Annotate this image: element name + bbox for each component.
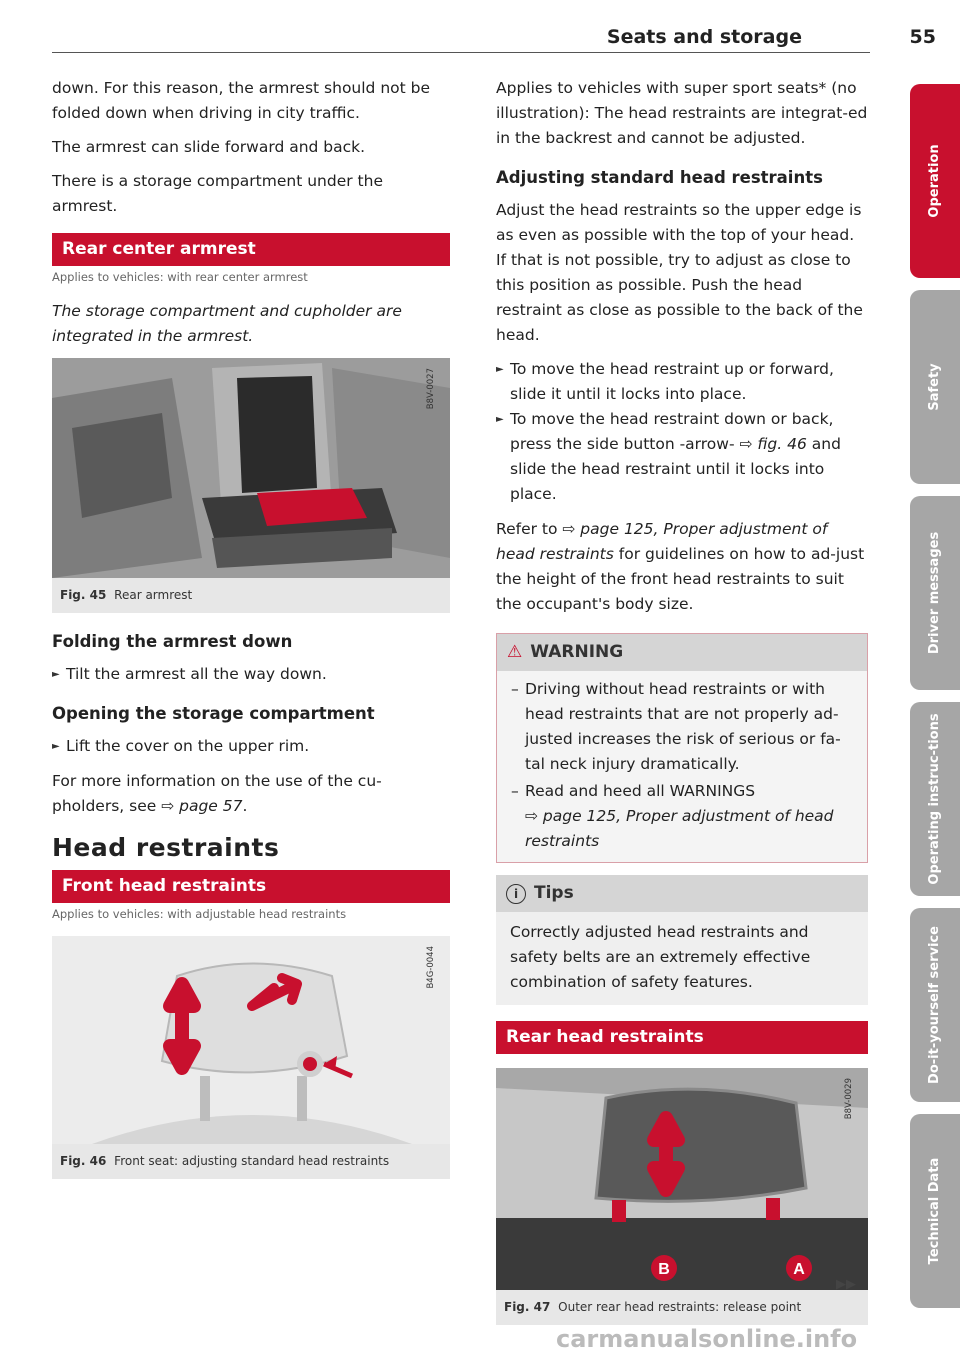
rear-head-restraints-heading: Rear head restraints <box>496 1021 868 1054</box>
rear-head-restraint-illustration <box>496 1068 868 1290</box>
tips-box <box>496 875 868 1005</box>
figure-caption-text: Front seat: adjusting standard head restraints <box>114 1154 390 1168</box>
rear-head-restraint-image <box>496 1068 868 1290</box>
right-column <box>496 76 868 1341</box>
warning-item <box>511 779 855 854</box>
opening-heading: Opening the storage compartment <box>52 704 375 723</box>
paragraph: Adjust the head restraints so the upper edge is as even as possible with the top of your head. If that is not possible, try to adjust as close to this position as possible. Push the head restraint as close as possible to the back of the head. <box>496 201 863 344</box>
instruction-step: ► Lift the cover on the upper rim. <box>52 734 450 759</box>
refer-paragraph <box>496 517 868 617</box>
refer-text-end: for guidelines on how to ad-just the height of the front head restraints to suit the occupant's body size. <box>496 545 865 613</box>
warning-box <box>496 633 868 863</box>
figure-caption <box>52 578 450 613</box>
paragraph: Applies to vehicles with super sport seats* (no illustration): The head restraints are integrat-ed in the backrest and cannot be adjusted. <box>496 79 868 147</box>
warning-item-text: Read and heed all WARNINGS <box>525 782 756 800</box>
head-restraint-image <box>52 936 450 1144</box>
continue-arrow-icon: ▶▶ <box>836 1277 856 1292</box>
folding-heading: Folding the armrest down <box>52 632 293 651</box>
figure-45 <box>52 358 450 613</box>
warning-item: – Driving without head restraints or with head restraints that are not properly ad-justed increases the risk of serious or fa-tal neck injury dramatically. <box>511 677 855 777</box>
tab-safety[interactable]: Safety <box>910 290 960 484</box>
tips-title: Tips <box>534 883 574 903</box>
instruction-step: ► Tilt the armrest all the way down. <box>52 662 450 687</box>
figure-code: B4G-0044 <box>426 946 436 989</box>
watermark: carmanualsonline.info <box>556 1325 858 1353</box>
tips-header <box>496 875 868 912</box>
instruction-step: ► To move the head restraint up or forward, slide it until it locks into place. <box>496 357 868 407</box>
front-head-restraints-heading: Front head restraints <box>52 870 450 903</box>
paragraph: The armrest can slide forward and back. <box>52 138 366 156</box>
page-125-link[interactable]: ⇨ page 125, Proper adjustment of head restraints <box>496 520 828 563</box>
figure-46 <box>52 936 450 1179</box>
tab-do-it-yourself-service[interactable]: Do-it-yourself service <box>910 908 960 1102</box>
left-column <box>52 76 450 1195</box>
step-text: To move the head restraint down or back, press the side button -arrow- <box>510 410 834 453</box>
more-info-text: For more information on the use of the cu-pholders, see <box>52 772 382 815</box>
adjusting-heading: Adjusting standard head restraints <box>496 168 823 187</box>
warning-triangle-icon: ⚠ <box>507 642 523 662</box>
fig-46-link[interactable]: ⇨ fig. 46 <box>739 435 807 453</box>
figure-label: Fig. 47 <box>504 1300 551 1314</box>
release-label-b: B <box>658 1261 670 1278</box>
paragraph: There is a storage compartment under the armrest. <box>52 172 383 215</box>
rear-armrest-illustration <box>52 358 450 578</box>
figure-label: Fig. 45 <box>60 588 107 602</box>
more-info-paragraph <box>52 769 450 819</box>
page-57-link[interactable]: ⇨ page 57 <box>161 797 243 815</box>
paragraph: down. For this reason, the armrest should not be folded down when driving in city traffic. <box>52 79 431 122</box>
tab-driver-messages[interactable]: Driver messages <box>910 496 960 690</box>
head-restraint-illustration <box>52 936 450 1144</box>
figure-caption <box>496 1290 868 1325</box>
tab-operating-instructions[interactable]: Operating instruc-tions <box>910 702 960 896</box>
figure-47 <box>496 1068 868 1325</box>
figure-code: B8V-0029 <box>844 1078 854 1120</box>
head-restraints-title: Head restraints <box>52 833 280 862</box>
refer-text: Refer to <box>496 520 563 538</box>
tab-operation[interactable]: Operation <box>910 84 960 278</box>
instruction-step <box>496 407 868 507</box>
figure-caption-text: Rear armrest <box>114 588 193 602</box>
tips-text: Correctly adjusted head restraints and safety belts are an extremely effective combination of safety features. <box>510 923 811 991</box>
intro-text: The storage compartment and cupholder are integrated in the armrest. <box>52 302 402 345</box>
applies-note: Applies to vehicles: with rear center armrest <box>52 270 308 284</box>
figure-code: B8V-0027 <box>426 368 436 410</box>
page-125-link[interactable]: ⇨ page 125, Proper adjustment of head restraints <box>525 807 834 850</box>
warning-list <box>497 677 867 854</box>
tab-technical-data[interactable]: Technical Data <box>910 1114 960 1308</box>
applies-note: Applies to vehicles: with adjustable head restraints <box>52 907 347 921</box>
section-title: Seats and storage <box>606 26 802 48</box>
page-number: 55 <box>909 26 936 48</box>
warning-header <box>497 634 867 671</box>
figure-caption-text: Outer rear head restraints: release point <box>558 1300 802 1314</box>
step-text-end: and slide the head restraint until it locks into place. <box>510 435 841 503</box>
warning-title: WARNING <box>530 642 624 662</box>
figure-label: Fig. 46 <box>60 1154 107 1168</box>
release-label-a: A <box>793 1261 805 1278</box>
more-info-end: . <box>242 797 248 815</box>
rear-center-armrest-heading: Rear center armrest <box>52 233 450 266</box>
page-header <box>52 22 936 53</box>
figure-caption <box>52 1144 450 1179</box>
info-icon: i <box>506 884 526 904</box>
rear-armrest-image <box>52 358 450 578</box>
